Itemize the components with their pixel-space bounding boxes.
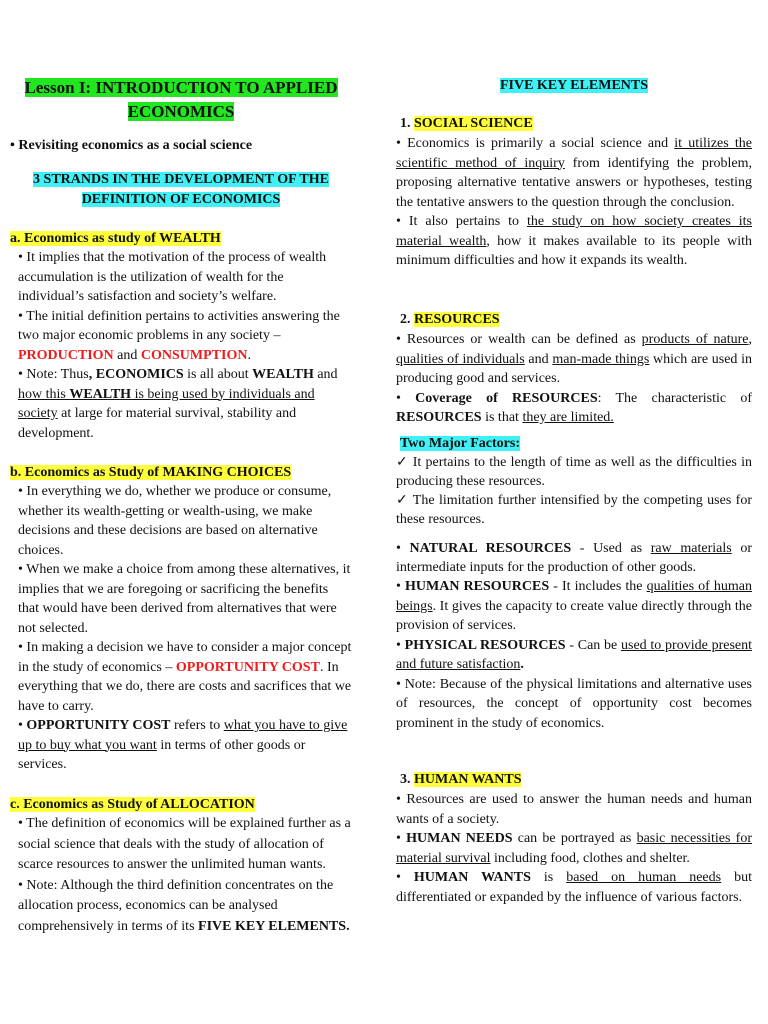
two-major-factors xyxy=(396,434,752,529)
note-h: is being used by individuals and society xyxy=(18,386,315,421)
factor-1: ✓ It pertains to the length of time as well as the difficulties in producing these resources. xyxy=(396,455,752,489)
and-text: and xyxy=(113,347,141,363)
wants-p2b: HUMAN NEEDS xyxy=(406,831,513,846)
res-p1b: products of nature xyxy=(641,332,749,347)
allocation-section xyxy=(10,795,352,937)
res-p2a: • xyxy=(396,390,416,406)
choices-paragraph-3 xyxy=(10,638,352,716)
wants-p3c: is xyxy=(530,870,567,885)
note-c: is all about xyxy=(183,367,253,382)
nat-e: or intermediate inputs for the production of other goods. xyxy=(396,541,752,575)
wealth-p2-text: • The initial definition pertains to activities answering the two major economic problems in any society – xyxy=(18,308,340,343)
lesson-title-part3: ECONOMICS xyxy=(127,102,235,121)
allocation-heading: c. Economics as Study of ALLOCATION xyxy=(10,797,255,812)
two-major-factors-heading: Two Major Factors: xyxy=(400,436,520,451)
resources-paragraph-1 xyxy=(396,330,752,389)
social-p1a: • Economics is primarily a social science and xyxy=(396,136,675,151)
res-p1a: • Resources or wealth can be defined as xyxy=(396,332,642,347)
social-science-section xyxy=(396,114,752,271)
five-key-elements-heading xyxy=(396,76,752,96)
human-wants-heading: HUMAN WANTS xyxy=(414,772,522,787)
allocation-paragraph-1: • The definition of economics will be explained further as a social science that deals with the study of allocation of scarce resources to answer the unlimited human wants. xyxy=(18,816,351,872)
wants-p2d: basic necessities for material survival xyxy=(396,831,753,866)
phy-e: . xyxy=(520,657,524,672)
allocation-p2a: • Note: Although the third definition concentrates on the allocation process, economics can be analysed comprehensively in terms of its xyxy=(18,877,334,934)
res-p2b: Coverage of RESOURCES xyxy=(415,390,598,406)
lesson-title-part2: APPLIED xyxy=(262,78,338,97)
choices-paragraph-4 xyxy=(10,716,352,775)
social-number: 1. xyxy=(400,116,414,131)
physical-resources xyxy=(396,636,752,675)
social-paragraph-2 xyxy=(396,212,752,271)
choices-paragraph-1: • In everything we do, whether we produce or consume, whether its wealth-getting or wealth-using, we make decisions and these decisions are based on alternative choices. xyxy=(18,484,332,558)
choices-p3a: • In making a decision we have to consider a major concept in the study of economics – xyxy=(18,640,352,675)
hum-e: . It gives the capacity to create value directly through the provision of services. xyxy=(396,598,752,633)
human-wants-paragraph xyxy=(396,868,752,907)
resources-section xyxy=(396,310,752,428)
res-p1e: and xyxy=(524,351,553,367)
wealth-paragraph-1: • It implies that the motivation of the process of wealth accumulation is the utilization of wealth for the individual’s satisfaction and society’s welfare. xyxy=(18,250,327,304)
choices-p4e: in terms of other goods or services. xyxy=(18,737,306,772)
choices-heading: b. Economics as Study of MAKING CHOICES xyxy=(10,465,292,480)
lesson-title-part1: Lesson I: INTRODUCTION TO xyxy=(24,78,263,97)
strands-heading-line1: 3 STRANDS IN THE DEVELOPMENT OF THE xyxy=(33,172,329,187)
wealth-note xyxy=(10,365,352,443)
five-key-elements-term: FIVE KEY ELEMENTS. xyxy=(198,918,350,934)
choices-p4a: • xyxy=(18,718,27,733)
res-p2f: they are limited. xyxy=(522,410,614,425)
hum-b: HUMAN RESOURCES xyxy=(405,579,550,594)
phy-b: PHYSICAL RESOURCES xyxy=(404,637,566,653)
wants-p3e: but differentiated or expanded by the influence of various factors. xyxy=(396,870,753,905)
human-needs-paragraph xyxy=(396,829,752,868)
natural-resources xyxy=(396,540,752,577)
note-d: WEALTH xyxy=(252,367,314,382)
lesson-title xyxy=(10,76,352,124)
wants-p2e: including food, clothes and shelter. xyxy=(490,850,690,866)
strands-heading-line2: DEFINITION OF ECONOMICS xyxy=(81,192,281,207)
wants-p3b: HUMAN WANTS xyxy=(413,870,531,885)
choices-section xyxy=(10,463,352,775)
social-p2b: the study on how society creates its material wealth xyxy=(396,214,752,249)
wants-p2a: • xyxy=(396,831,407,846)
res-p1c: , xyxy=(748,332,752,347)
opportunity-cost-bold: OPPORTUNITY COST xyxy=(26,718,171,733)
wealth-section xyxy=(10,229,352,443)
wants-number: 3. xyxy=(400,772,414,787)
revisiting-text: • Revisiting economics as a social science xyxy=(10,138,253,153)
res-p2c: : The characteristic of xyxy=(597,390,752,406)
social-science-heading: SOCIAL SCIENCE xyxy=(414,116,533,131)
factor-2: ✓ The limitation further intensified by the competing uses for these resources. xyxy=(396,493,752,527)
resources-number: 2. xyxy=(400,312,414,327)
nat-b: NATURAL RESOURCES xyxy=(409,541,572,556)
hum-a: • xyxy=(396,579,406,594)
note-e: and xyxy=(313,367,338,382)
phy-a: • xyxy=(396,637,405,653)
human-wants-section xyxy=(396,770,752,907)
wealth-heading: a. Economics as study of WEALTH xyxy=(10,231,221,246)
wants-p3d: based on human needs xyxy=(566,870,722,885)
production-term: PRODUCTION xyxy=(18,347,114,363)
wealth-paragraph-2 xyxy=(10,307,352,366)
nat-d: raw materials xyxy=(650,541,732,556)
resources-heading: RESOURCES xyxy=(414,312,500,327)
nat-c: - Used as xyxy=(571,541,651,556)
note-g: WEALTH xyxy=(69,386,132,402)
wants-p2c: can be portrayed as xyxy=(512,831,637,846)
note-i: at large for material survival, stability and development. xyxy=(18,406,297,441)
note-a: • Note: Thus xyxy=(18,367,89,382)
res-p2d: RESOURCES xyxy=(396,410,482,425)
phy-d: used to provide present and future satisfaction xyxy=(396,637,752,672)
hum-c: - It includes the xyxy=(549,579,647,594)
opportunity-cost-term: OPPORTUNITY COST xyxy=(175,659,320,675)
choices-p3c: . In everything that we do, there are costs and sacrifices that we have to carry. xyxy=(18,659,352,714)
revisiting-bullet xyxy=(10,136,352,156)
resources-coverage xyxy=(396,389,752,428)
resource-types xyxy=(396,540,752,733)
wants-paragraph-1: • Resources are used to answer the human needs and human wants of a society. xyxy=(396,792,752,827)
choices-p4c: refers to xyxy=(170,718,224,733)
social-paragraph-1 xyxy=(396,134,752,212)
social-p2c: , how it makes available to its people with minimum difficulties and how it expands its wealth. xyxy=(396,233,752,268)
period: . xyxy=(247,347,251,363)
choices-p4d: what you have to give up to buy what you want xyxy=(18,718,348,753)
social-p1b: it utilizes the scientific method of inquiry xyxy=(396,136,752,171)
choices-paragraph-2: • When we make a choice from among these alternatives, it implies that we are foregoing or sacrificing the benefits that would have been derived from alternatives that were not selected. xyxy=(18,562,351,636)
phy-c: - Can be xyxy=(565,637,621,653)
allocation-paragraph-2 xyxy=(10,876,352,938)
social-p2a: • It also pertains to xyxy=(396,214,527,229)
res-p1d: qualities of individuals xyxy=(396,351,525,367)
note-f: how this xyxy=(18,386,70,402)
nat-a: • xyxy=(396,541,410,556)
hum-d: qualities of human beings xyxy=(396,579,753,614)
wants-p3a: • xyxy=(396,870,414,885)
res-p2e: is that xyxy=(481,410,523,425)
social-p1c: from identifying the problem, proposing alternative tentative answers or hypotheses, testing the tentative answers to the question through the conclusion. xyxy=(396,155,752,210)
consumption-term: CONSUMPTION xyxy=(140,347,248,363)
strands-heading xyxy=(10,170,352,210)
note-b: , ECONOMICS xyxy=(88,367,184,382)
res-p1g: which are used in producing good and services. xyxy=(396,351,753,386)
resources-note: • Note: Because of the physical limitations and alternative uses of resources, the concept of opportunity cost becomes prominent in the study of economics. xyxy=(396,676,752,731)
res-p1f: man-made things xyxy=(552,351,650,367)
five-key-elements-title: FIVE KEY ELEMENTS xyxy=(499,78,649,93)
human-resources xyxy=(396,577,752,636)
